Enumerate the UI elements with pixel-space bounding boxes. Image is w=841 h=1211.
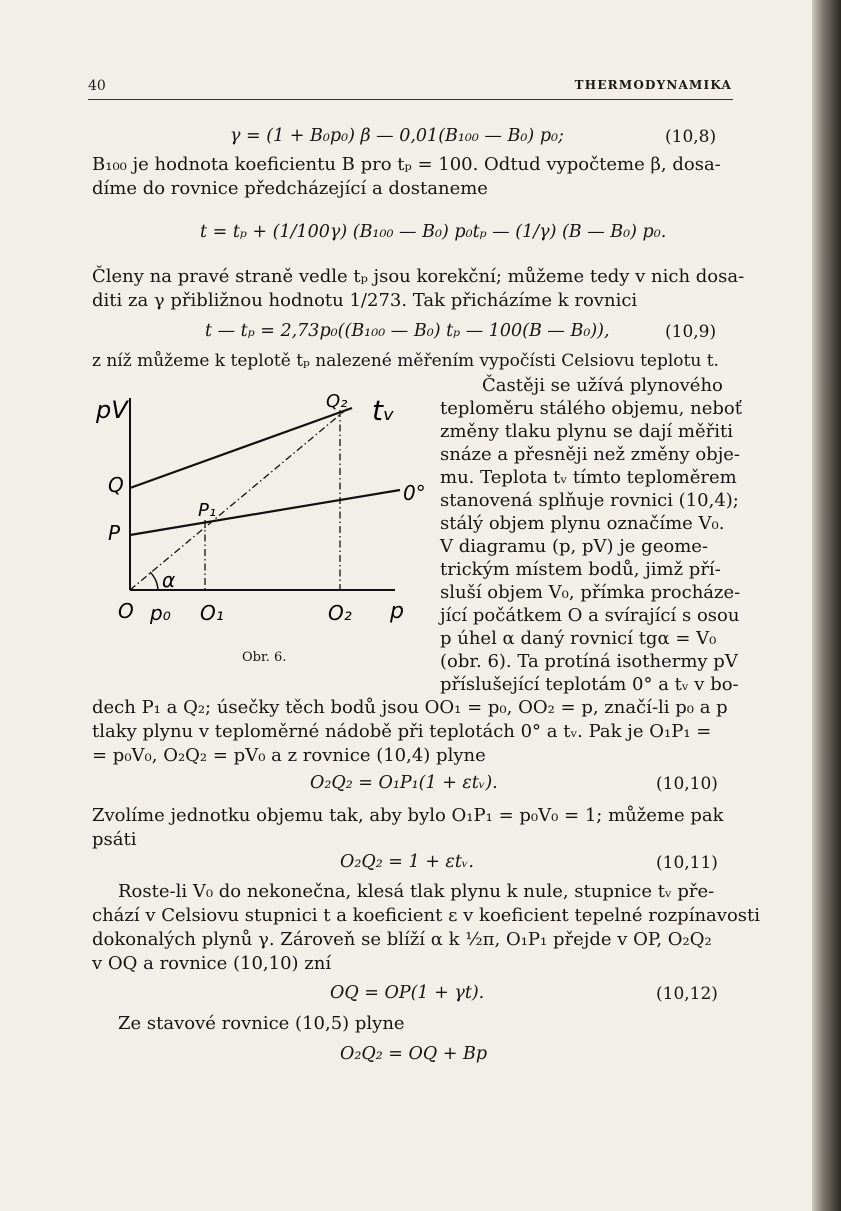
text-line: Častěji se užívá plynového [482,375,723,396]
text-line: dech P₁ a Q₂; úsečky těch bodů jsou OO₁ = p₀, OO₂ = p, značí-li p₀ a p [92,697,728,718]
isotherm-tv [130,408,352,488]
running-title: THERMODYNAMIKA [574,78,732,92]
label-Q: Q [108,473,124,497]
equation-10-8: γ = (1 + B₀p₀) β — 0,01(B₁₀₀ — B₀) p₀; [230,126,564,146]
label-O2: O₂ [328,601,352,625]
text-line: p úhel α daný rovnicí tgα = V₀ [440,628,717,649]
label-p0: p₀ [150,601,171,625]
label-p: p [390,599,404,624]
text-line: Zvolíme jednotku objemu tak, aby bylo O₁P₁ = p₀V₀ = 1; můžeme pak [92,805,724,826]
equation-number: (10,9) [665,322,717,342]
text-line: teploměru stálého objemu, neboť [440,398,742,419]
text-line: = p₀V₀, O₂Q₂ = pV₀ a z rovnice (10,4) plyne [92,745,486,766]
book-spine-edge [812,0,841,1211]
page-number: 40 [88,78,106,94]
text-line: Roste-li V₀ do nekonečna, klesá tlak plynu k nule, stupnice tᵥ pře- [118,881,715,902]
alpha-arc [150,572,158,590]
text-line: z níž můžeme k teplotě tₚ nalezené měřením vypočísti Celsiovu teplotu t. [92,351,719,371]
running-header [88,78,732,94]
label-P: P [108,521,121,545]
equation-number: (10,10) [656,774,718,794]
text-line: B₁₀₀ je hodnota koeficientu B pro tₚ = 100. Odtud vypočteme β, dosa- [92,154,721,175]
equation-number: (10,11) [656,853,718,873]
text-line: diti za γ přibližnou hodnotu 1/273. Tak přicházíme k rovnici [92,290,638,311]
text-line: tlaky plynu v teploměrné nádobě při teplotách 0° a tᵥ. Pak je O₁P₁ = [92,721,712,742]
equation-number: (10,12) [656,984,718,1004]
label-alpha: α [162,568,176,592]
text-line: stálý objem plynu označíme V₀. [440,513,725,534]
line-alpha [130,408,348,590]
text-line: V diagramu (p, pV) je geome- [440,536,708,557]
text-line: dokonalých plynů γ. Zároveň se blíží α k ½π, O₁P₁ přejde v OP, O₂Q₂ [92,929,712,950]
text-line: díme do rovnice předcházející a dostaneme [92,178,488,199]
label-O1: O₁ [200,601,224,625]
text-line: změny tlaku plynu se dají měřiti [440,421,733,442]
text-line: jící počátkem O a svírající s osou [440,605,740,626]
label-Q2: Q₂ [326,391,348,412]
text-line: (obr. 6). Ta protíná isothermy pV [440,651,738,672]
text-line: trickým místem bodů, jimž pří- [440,559,721,580]
label-tv: tᵥ [372,394,395,427]
text-line: Ze stavové rovnice (10,5) plyne [118,1013,405,1034]
text-line: sluší objem V₀, přímka procháze- [440,582,741,603]
equation-last: O₂Q₂ = OQ + Bp [340,1044,488,1064]
text-line: Členy na pravé straně vedle tₚ jsou korekční; můžeme tedy v nich dosa- [92,266,745,287]
equation-10-11: O₂Q₂ = 1 + εtᵥ. [340,852,474,872]
text-line: psáti [92,829,137,850]
label-pV: pV [96,396,128,424]
figure-6-diagram [90,380,430,680]
label-P1: P₁ [198,500,217,521]
text-line: v OQ a rovnice (10,10) zní [92,953,332,974]
isotherm-0 [130,490,400,535]
label-0-deg: 0° [403,481,426,505]
equation-10-12: OQ = OP(1 + γt). [330,983,485,1003]
equation-10-9: t — tₚ = 2,73p₀((B₁₀₀ — B₀) tₚ — 100(B — B₀)), [205,321,610,341]
figure-caption: Obr. 6. [242,650,287,665]
text-line: snáze a přesněji než změny obje- [440,444,741,465]
label-O: O [118,599,134,623]
text-line: příslušející teplotám 0° a tᵥ v bo- [440,674,739,695]
text-line: stanovená splňuje rovnici (10,4); [440,490,739,511]
equation-t: t = tₚ + (1/100γ) (B₁₀₀ — B₀) p₀tₚ — (1/γ) (B — B₀) p₀. [200,222,667,242]
text-line: mu. Teplota tᵥ tímto teploměrem [440,467,737,488]
text-line: chází v Celsiovu stupnici t a koeficient ε v koeficient tepelné rozpínavosti [92,905,761,926]
header-rule [88,99,733,100]
equation-10-10: O₂Q₂ = O₁P₁(1 + εtᵥ). [310,773,498,793]
equation-number: (10,8) [665,127,717,147]
